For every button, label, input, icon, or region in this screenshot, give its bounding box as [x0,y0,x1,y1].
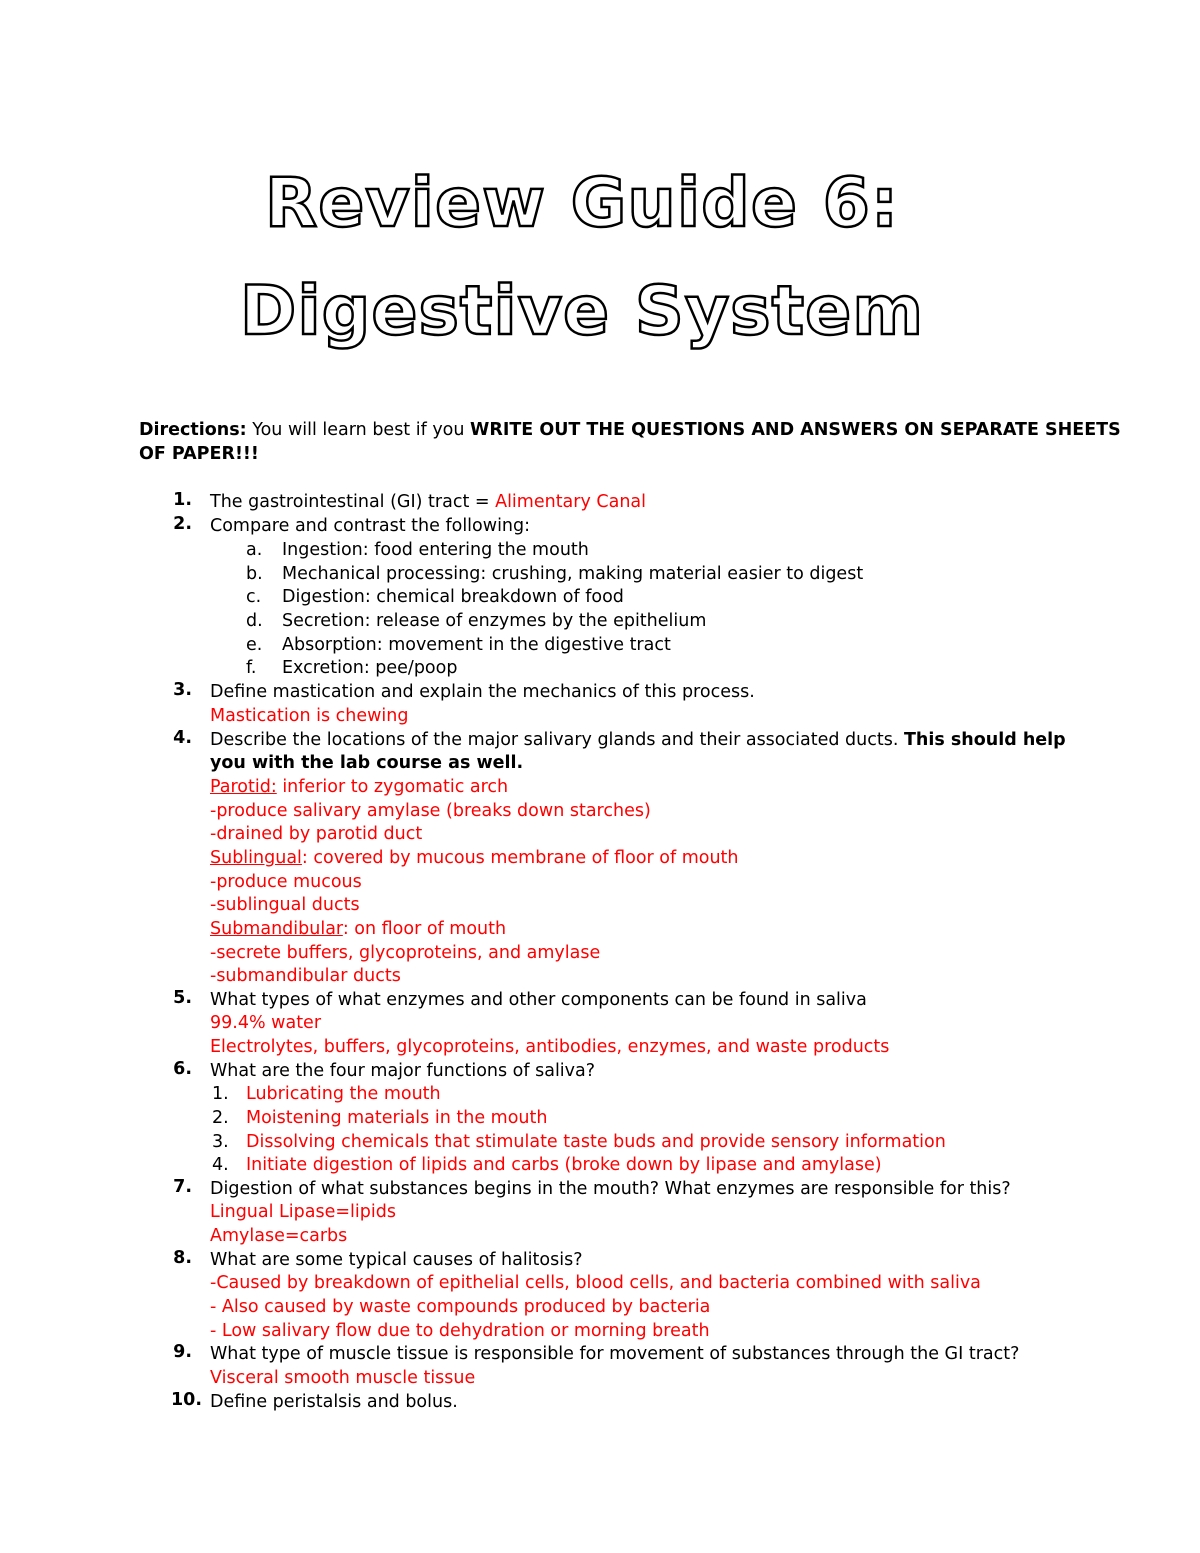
q4-answer-line: -produce mucous [210,872,362,892]
q4-question: Describe the locations of the major salivary glands and their associated ducts. [210,730,904,750]
q2-item-text: Digestion: chemical breakdown of food [282,587,624,607]
directions-emphasis-1: WRITE OUT THE QUESTIONS AND ANSWERS ON SEPARATE SHEETS [470,420,1121,440]
q5-number: 5. [173,988,192,1008]
q8-answer-line: -Caused by breakdown of epithelial cells, blood cells, and bacteria combined with saliva [210,1273,981,1293]
q8-number: 8. [173,1248,192,1268]
q7-number: 7. [173,1177,192,1197]
title-line-1: Review Guide 6: [264,164,900,243]
q1-line [210,490,646,514]
q2-item-text: Absorption: movement in the digestive tract [282,635,671,655]
q8-answer-line: - Also caused by waste compounds produced by bacteria [210,1297,711,1317]
q4-answer-line: -drained by parotid duct [210,824,423,844]
q9-number: 9. [173,1342,192,1362]
q3-number: 3. [173,680,192,700]
q1-question: The gastrointestinal (GI) tract = [210,492,496,512]
q4-emphasis-1: This should help [903,730,1066,750]
q4-number: 4. [173,728,192,748]
q6-item-number: 2. [212,1108,229,1128]
directions-label: Directions: [139,420,247,440]
q6-item-text: Initiate digestion of lipids and carbs (broke down by lipase and amylase) [246,1155,882,1175]
q3-question: Define mastication and explain the mechanics of this process. [210,682,755,702]
q10-number: 10. [170,1390,202,1410]
q2-item-letter: c. [246,587,262,607]
q4-answer-line: -sublingual ducts [210,895,360,915]
q6-item-number: 4. [212,1155,229,1175]
q6-item-text: Dissolving chemicals that stimulate taste buds and provide sensory information [246,1132,946,1152]
sublingual-location: : covered by mucous membrane of floor of mouth [301,848,739,868]
q4-sublingual [210,846,739,870]
q9-question: What type of muscle tissue is responsible for movement of substances through the GI tract? [210,1344,1020,1364]
q6-item-number: 3. [212,1132,229,1152]
q2-item-text: Ingestion: food entering the mouth [282,540,589,560]
q6-question: What are the four major functions of saliva? [210,1061,596,1081]
q2-item-letter: d. [246,611,263,631]
sublingual-heading: Sublingual [210,848,302,868]
q2-item-letter: e. [246,635,263,655]
q8-question: What are some typical causes of halitosis? [210,1250,583,1270]
q4-line-1 [210,728,1066,752]
submandibular-location: : on floor of mouth [342,919,507,939]
q5-answer-line: 99.4% water [210,1013,322,1033]
q2-item-text: Excretion: pee/poop [282,658,458,678]
q2-item-text: Mechanical processing: crushing, making material easier to digest [282,564,864,584]
q6-item-text: Moistening materials in the mouth [246,1108,548,1128]
q4-answer-line: -secrete buffers, glycoproteins, and amylase [210,943,601,963]
directions-text: You will learn best if you [246,420,471,440]
q5-question: What types of what enzymes and other components can be found in saliva [210,990,867,1010]
parotid-heading: Parotid: [210,777,277,797]
q6-item-number: 1. [212,1084,229,1104]
q9-answer: Visceral smooth muscle tissue [210,1368,476,1388]
directions-line-1 [139,418,1121,442]
q4-answer-line: -produce salivary amylase (breaks down starches) [210,801,651,821]
title-line-2: Digestive System [239,272,925,351]
q8-answer-line: - Low salivary flow due to dehydration or morning breath [210,1321,710,1341]
q2-item-text: Secretion: release of enzymes by the epithelium [282,611,707,631]
q6-item-text: Lubricating the mouth [246,1084,441,1104]
q5-answer-line: Electrolytes, buffers, glycoproteins, antibodies, enzymes, and waste products [210,1037,890,1057]
q10-question: Define peristalsis and bolus. [210,1392,458,1412]
q7-answer-line: Lingual Lipase=lipids [210,1202,396,1222]
q2-item-letter: f. [246,658,257,678]
q4-submandibular [210,917,506,941]
q3-answer: Mastication is chewing [210,706,409,726]
q2-item-letter: a. [246,540,263,560]
submandibular-heading: Submandibular [210,919,343,939]
directions-emphasis-2: OF PAPER!!! [139,444,259,464]
q2-question: Compare and contrast the following: [210,516,531,536]
q2-number: 2. [173,514,192,534]
q4-emphasis-2: you with the lab course as well. [210,753,524,773]
q2-item-letter: b. [246,564,263,584]
q1-number: 1. [173,490,192,510]
q4-parotid [210,775,508,799]
q1-answer: Alimentary Canal [495,492,647,512]
parotid-location: inferior to zygomatic arch [276,777,509,797]
q7-answer-line: Amylase=carbs [210,1226,348,1246]
q6-number: 6. [173,1059,192,1079]
q4-answer-line: -submandibular ducts [210,966,401,986]
q7-question: Digestion of what substances begins in the mouth? What enzymes are responsible for this? [210,1179,1011,1199]
